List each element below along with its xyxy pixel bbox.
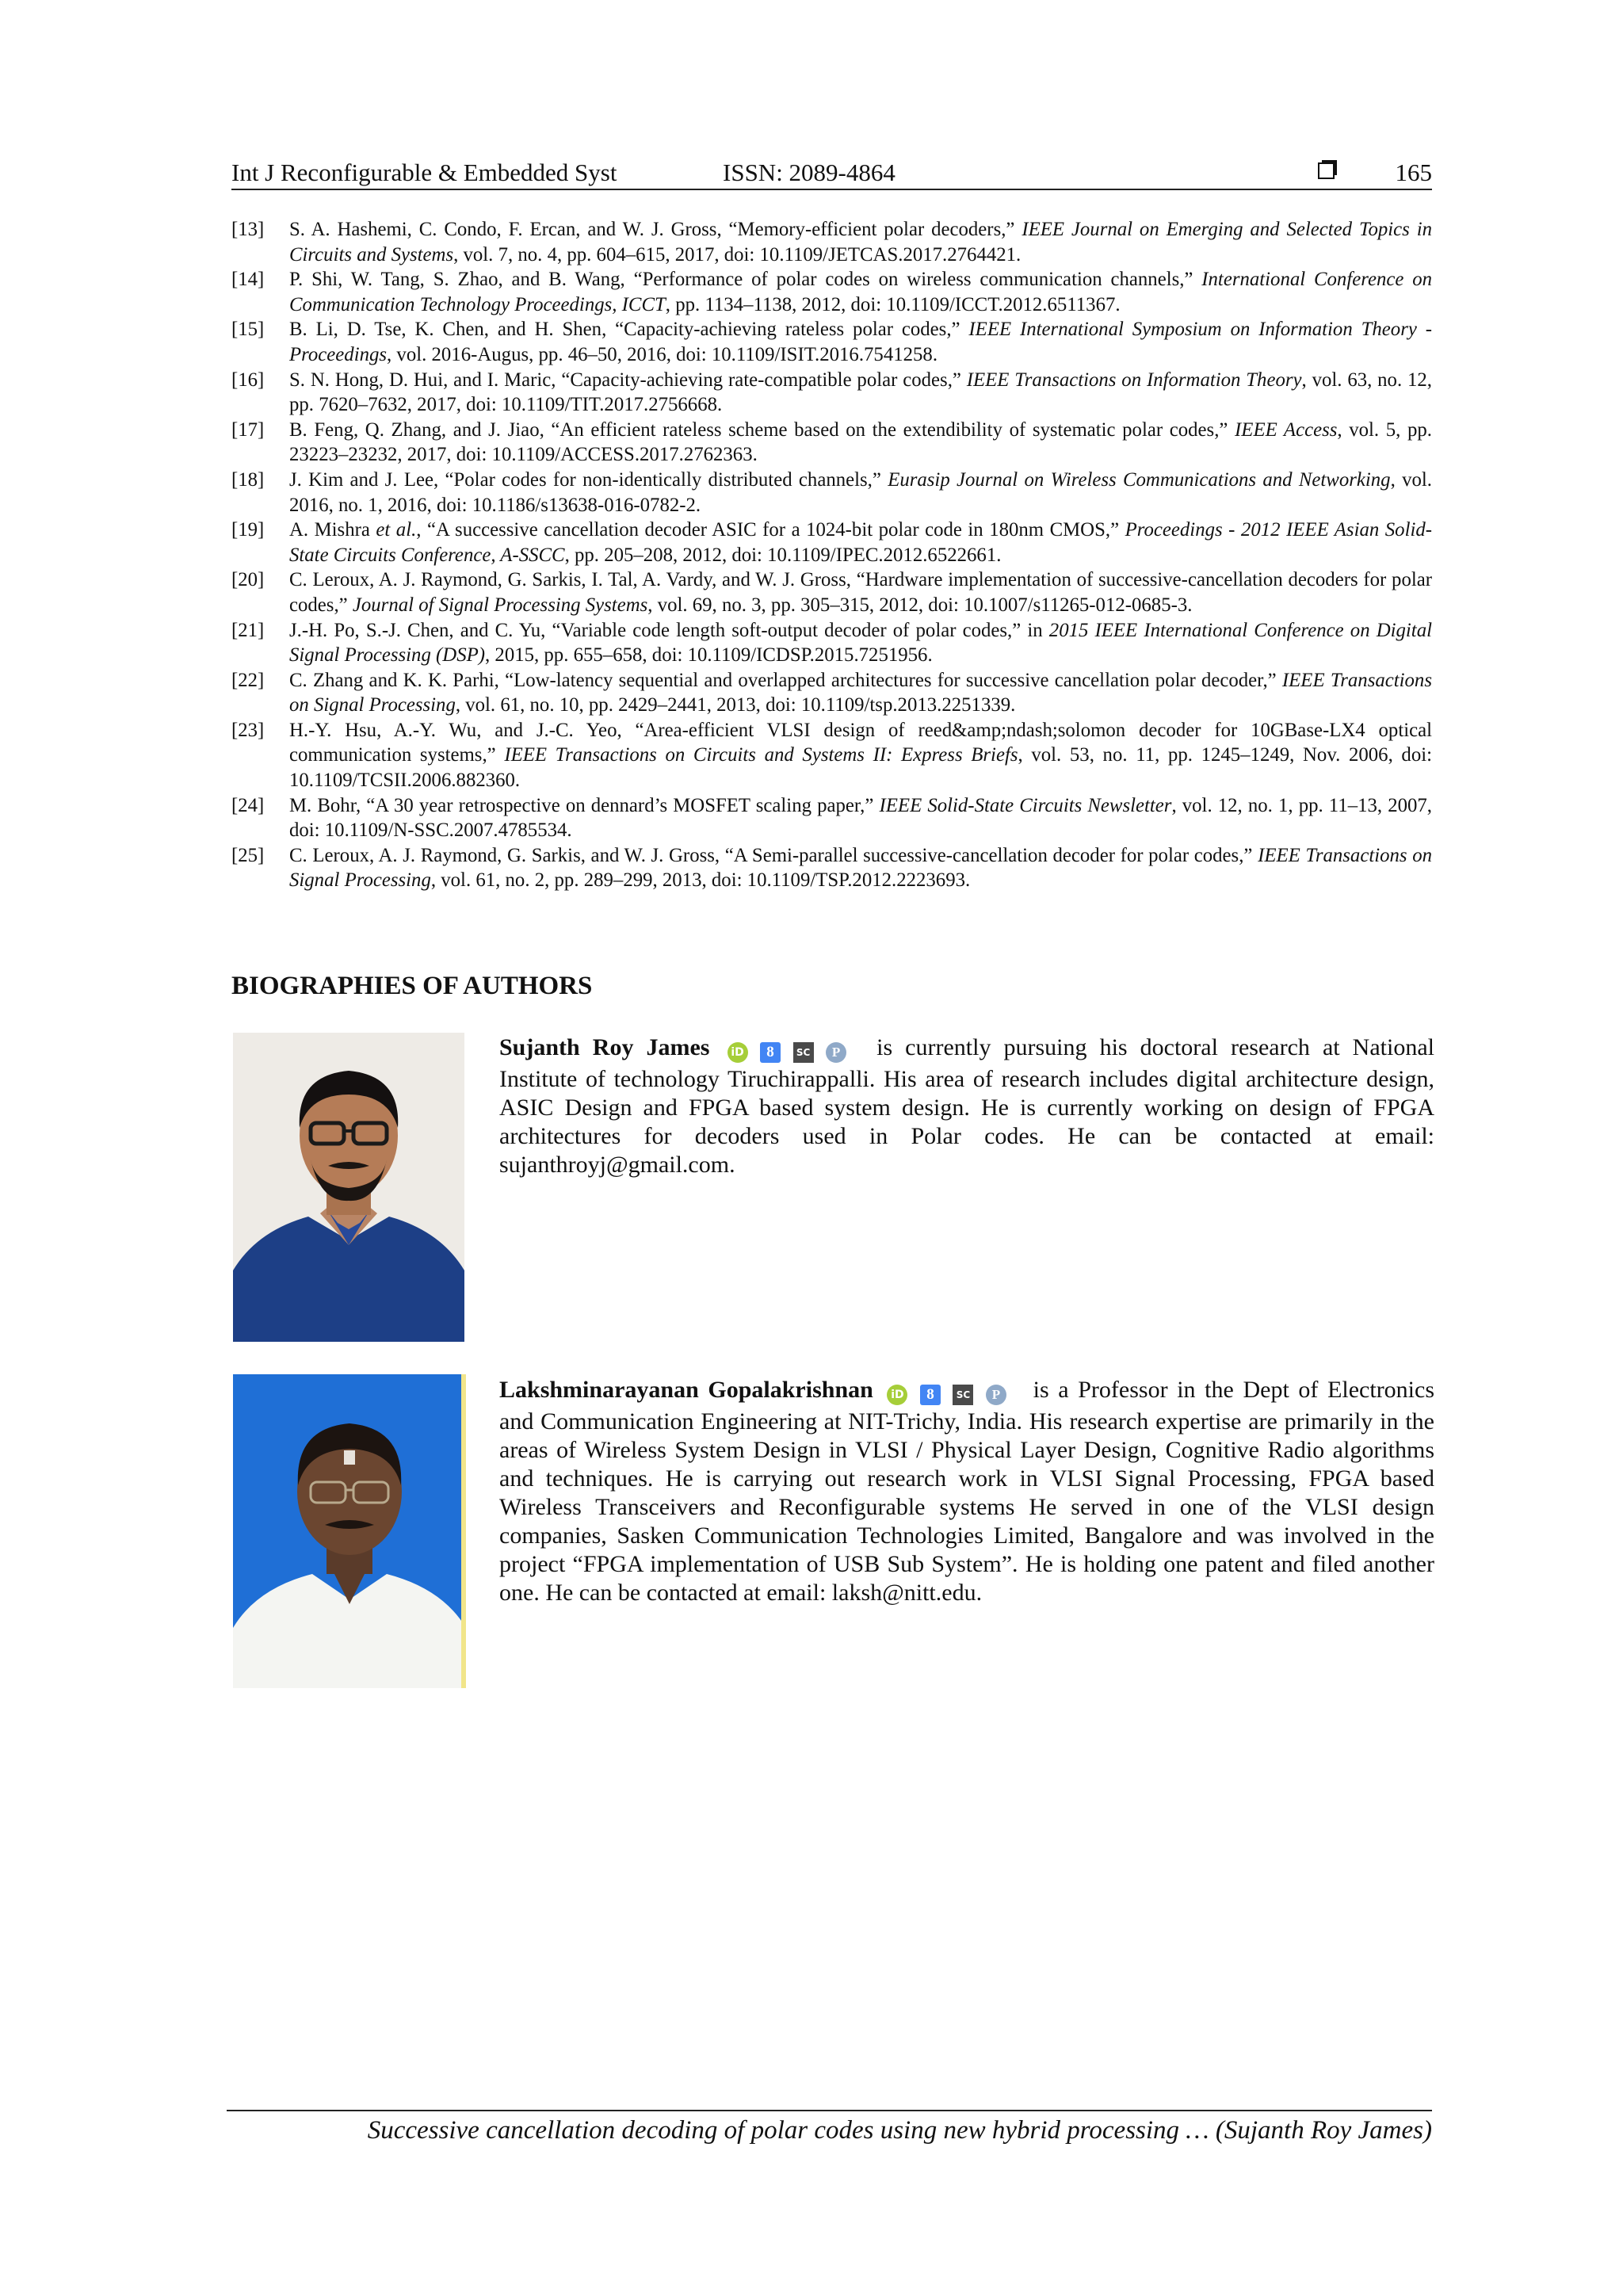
author-bio	[499, 1033, 1434, 1179]
google-scholar-icon[interactable]: 8	[920, 1385, 941, 1405]
author-bio-text: is currently pursuing his doctoral research at National Institute of technology Tiruchirappalli. His area of research includes digital architecture design, ASIC Design and FPGA based system design. He is currently working on design of FPGA architectures for decoders used in Polar codes. He can be contacted at email: sujanthroyj@gmail.com.	[499, 1034, 1434, 1178]
reference-item: [16] S. N. Hong, D. Hui, and I. Maric, “Capacity-achieving rate-compatible polar codes,” IEEE Transactions on Information Theory, vol. 63, no. 12, pp. 7620–7632, 2017, doi: 10.1109/TIT.2017.2756668.	[231, 369, 1433, 416]
reference-list	[231, 217, 1432, 893]
reference-item: [19] A. Mishra et al., “A successive cancellation decoder ASIC for a 1024-bit polar code in 180nm CMOS,” Proceedings - 2012 IEEE Asian Solid-State Circuits Conference, A-SSCC, pp. 205–208, 2012, doi: 10.1109/IPEC.2012.6522661.	[231, 519, 1433, 566]
reference-item: [22] C. Zhang and K. K. Parhi, “Low-latency sequential and overlapped architectures for successive cancellation polar decoder,” IEEE Transactions on Signal Processing, vol. 61, no. 10, pp. 2429–2441, 2013, doi: 10.1109/tsp.2013.2251339.	[231, 669, 1432, 716]
publons-icon[interactable]: P	[986, 1385, 1006, 1405]
reference-item: [17] B. Feng, Q. Zhang, and J. Jiao, “An efficient rateless scheme based on the extendibility of systematic polar codes,” IEEE Access, vol. 5, pp. 23223–23232, 2017, doi: 10.1109/ACCESS.2017.2762363.	[231, 418, 1432, 466]
author-portrait-image	[233, 1374, 466, 1688]
scopus-icon[interactable]: SC	[793, 1042, 814, 1063]
author-bio-text: is a Professor in the Dept of Electronics and Communication Engineering at NIT-Trichy, India. His research expertise are primarily in the areas of Wireless System Design in VLSI / Physical Layer Design, Cognitive Radio algorithms and techniques. He is carrying out research work in VLSI Signal Processing, FPGA based Wireless Transceivers and Reconfigurable systems He served in one of the VLSI design companies, Sasken Communication Technologies Limited, Bangalore and was involved in the project “FPGA implementation of USB Sub System”. He is holding one patent and filed another one. He can be contacted at email: laksh@nitt.edu.	[499, 1377, 1435, 1606]
author-bio	[499, 1376, 1434, 1607]
orcid-icon[interactable]: iD	[887, 1385, 907, 1405]
publons-icon[interactable]: P	[826, 1042, 846, 1063]
orcid-icon[interactable]: iD	[727, 1042, 748, 1063]
profile-icons	[887, 1379, 1013, 1408]
reference-item: [14] P. Shi, W. Tang, S. Zhao, and B. Wang, “Performance of polar codes on wireless communication channels,” International Conference on Communication Technology Proceedings, ICCT, pp. 1134–1138, 2012, doi: 10.1109/ICCT.2012.6511367.	[231, 269, 1432, 315]
footer-rule	[227, 2110, 1432, 2111]
reference-item: [15] B. Li, D. Tse, K. Chen, and H. Shen, “Capacity-achieving rateless polar codes,” IEEE International Symposium on Information Theory - Proceedings, vol. 2016-Augus, pp. 46–50, 2016, doi: 10.1109/ISIT.2016.7541258.	[231, 319, 1432, 365]
author-name: Lakshminarayanan Gopalakrishnan	[499, 1377, 873, 1403]
profile-icons	[727, 1037, 854, 1065]
author-name: Sujanth Roy James	[499, 1034, 710, 1060]
reference-item: [18] J. Kim and J. Lee, “Polar codes for non-identically distributed channels,” Eurasip Journal on Wireless Communications and Networking, vol. 2016, no. 1, 2016, doi: 10.1186/s13638-016-0782-2.	[231, 468, 1432, 516]
journal-name: Int J Reconfigurable & Embedded Syst	[231, 159, 617, 186]
reference-item: [23] H.-Y. Hsu, A.-Y. Wu, and J.-C. Yeo, “Area-efficient VLSI design of reed&amp;ndash;solomon decoder for 10GBase-LX4 optical communication systems,” IEEE Transactions on Circuits and Systems II: Express Briefs, vol. 53, no. 11, pp. 1245–1249, Nov. 2006, doi: 10.1109/TCSII.2006.882360.	[231, 719, 1433, 792]
page-header	[231, 155, 1432, 190]
reference-item: [13] S. A. Hashemi, C. Condo, F. Ercan, and W. J. Gross, “Memory-efficient polar decoders,” IEEE Journal on Emerging and Selected Topics in Circuits and Systems, vol. 7, no. 4, pp. 604–615, 2017, doi: 10.1109/JETCAS.2017.2764421.	[231, 219, 1432, 266]
reference-item: [20] C. Leroux, A. J. Raymond, G. Sarkis, I. Tal, A. Vardy, and W. J. Gross, “Hardware implementation of successive-cancellation decoders for polar codes,” Journal of Signal Processing Systems, vol. 69, no. 3, pp. 305–315, 2012, doi: 10.1007/s11265-012-0685-3.	[231, 569, 1432, 616]
reference-item: [25] C. Leroux, A. J. Raymond, G. Sarkis, and W. J. Gross, “A Semi-parallel successive-cancellation decoder for polar codes,” IEEE Transactions on Signal Processing, vol. 61, no. 2, pp. 289–299, 2013, doi: 10.1109/TSP.2012.2223693.	[231, 844, 1432, 892]
author-portrait-image	[233, 1033, 464, 1342]
page-number: 165	[1395, 159, 1432, 186]
running-title: Successive cancellation decoding of polar codes using new hybrid processing … (Sujanth Roy James)	[367, 2116, 1432, 2145]
header-rule	[231, 189, 1432, 190]
author-photo	[233, 1374, 466, 1688]
google-scholar-icon[interactable]: 8	[760, 1042, 781, 1063]
square-icon	[1318, 162, 1335, 179]
issn: ISSN: 2089-4864	[723, 159, 896, 186]
reference-item: [21] J.-H. Po, S.-J. Chen, and C. Yu, “Variable code length soft-output decoder of polar codes,” in 2015 IEEE International Conference on Digital Signal Processing (DSP), 2015, pp. 655–658, doi: 10.1109/ICDSP.2015.7251956.	[231, 619, 1432, 667]
scopus-icon[interactable]: SC	[953, 1385, 973, 1405]
reference-item: [24] M. Bohr, “A 30 year retrospective on dennard’s MOSFET scaling paper,” IEEE Solid-State Circuits Newsletter, vol. 12, no. 1, pp. 11–13, 2007, doi: 10.1109/N-SSC.2007.4785534.	[231, 794, 1432, 842]
section-heading: BIOGRAPHIES OF AUTHORS	[231, 972, 593, 1000]
author-photo	[233, 1033, 464, 1342]
